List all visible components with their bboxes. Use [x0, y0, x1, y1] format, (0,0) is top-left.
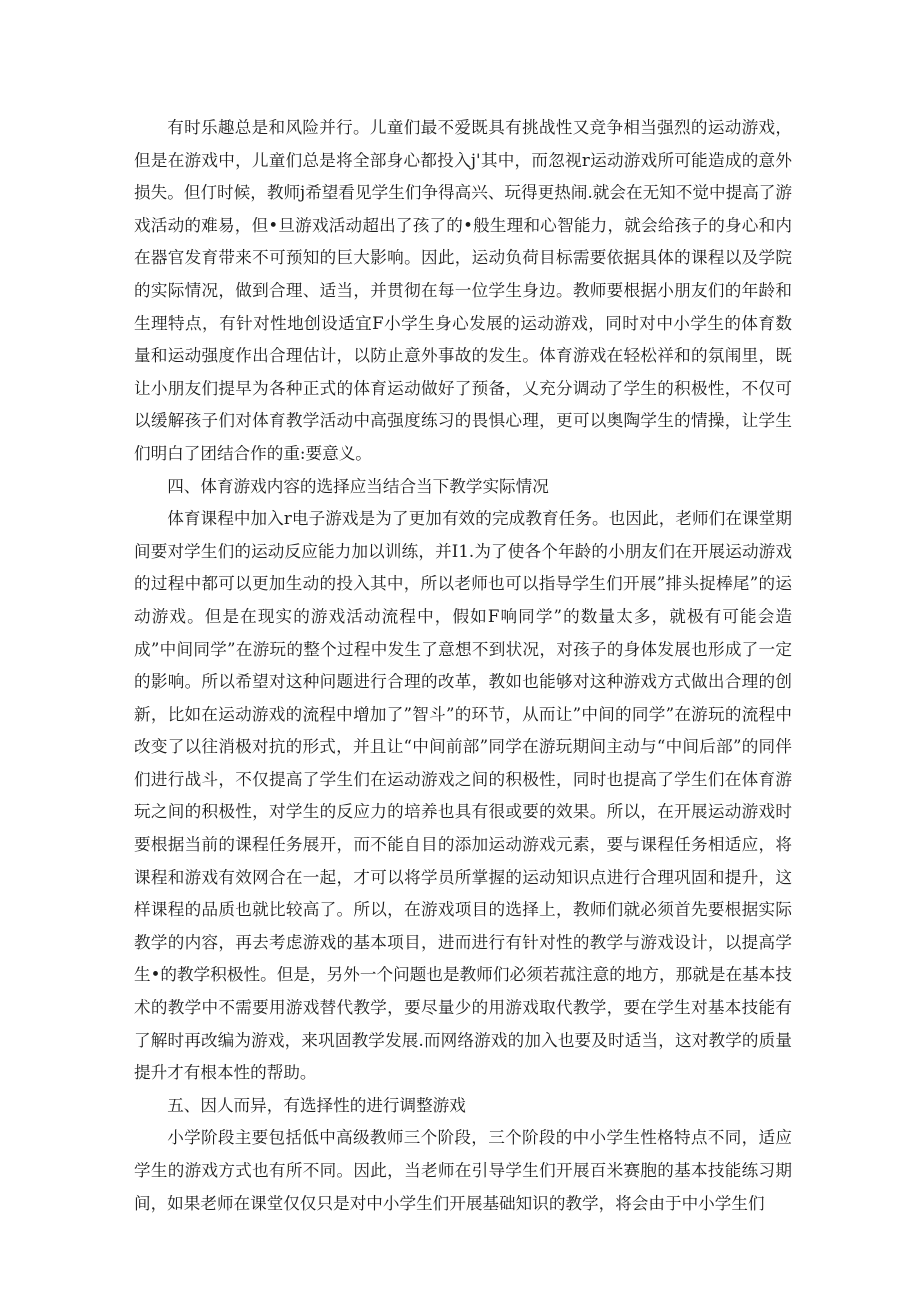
document-body	[134, 112, 792, 1220]
body-paragraph: 体育课程中加入r电子游戏是为了更加有效的完成教育任务。也因此，老师们在课堂期间要对学生们的运动反应能力加以训练，并I1.为了使各个年龄的小朋友们在开展运动游戏的过程中都可以更加生动的投入其中，所以老师也可以指导学生们开展”排头捉棒尾”的运动游戏。但是在现实的游戏活动流程中，假如F响同学”的数量太多，就极有可能会造成”中间同学”在游玩的整个过程中发生了意想不到状况，对孩子的身体发展也形成了一定的影响。所以希望对这种问题进行合理的改革，教如也能够对这种游戏方式做出合理的创新，比如在运动游戏的流程中增加了”智斗”的环节，从而让”中间的同学”在游玩的流程中改变了以往消极对抗的形式，并且让“中间前部”同学在游玩期间主动与“中间后部”的同伴们进行战斗，不仅提高了学生们在运动游戏之间的积极性，同时也提高了学生们在体育游玩之间的积极性，对学生的反应力的培养也具有很或要的效果。所以，在开展运动游戏时要根据当前的课程任务展开，而不能自目的添加运动游戏元素，要与课程任务相适应，将课程和游戏有效网合在一起，才可以将学员所掌握的运动知识点进行合理巩固和提升，这样课程的品质也就比较高了。所以，在游戏项目的选择上，教师们就必须首先要根据实际教学的内容，再去考虑游戏的基本项目，进而进行有针对性的教学与游戏设计，以提高学生•的教学积极性。但是，另外一个问题也是教师们必须若菰注意的地方，那就是在基本技术的教学中不需要用游戏替代教学，要尽量少的用游戏取代教学，要在学生对基本技能有了解时再改编为游戏，来巩固教学发展.而网络游戏的加入也要及时适当，这对教学的质量提升才有根本性的帮助。	[134, 509, 792, 1083]
section-heading-4: 四、体育游戏内容的选择应当结合当下教学实际情况	[167, 476, 549, 496]
section-heading-5: 五、因人而异，有选择性的进行调整游戏	[167, 1095, 466, 1115]
body-paragraph: 小学阶段主要包括低中高级教师三个阶段，三个阶段的中小学生性格特点不同，适应学生的游戏方式也有所不同。因此，当老师在引导学生们开展百米赛胞的基本技能练习期间，如果老师在课堂仅仅只是对中小学生们开展基础知识的教学，将会由于中小学生们	[134, 1128, 792, 1213]
body-paragraph: 有时乐趣总是和风险并行。儿童们最不爱既具有挑战性又竞争相当强烈的运动游戏，但是在游戏中，儿童们总是将全部身心都投入j'其中，而忽视r运动游戏所可能造成的意外损失。但仃时候，教师j希望看见学生们争得高兴、玩得更热闹.就会在无知不觉中提高了游戏活动的难易，但•旦游戏活动超出了孩了的•般生理和心智能力，就会给孩子的身心和内在器官发育带来不可预知的巨大影响。因此，运动负荷目标需要依据具体的课程以及学院的实际情况，做到合理、适当，并贯彻在每一位学生身边。教师要根据小朋友们的年龄和生理特点，有针对性地创设适宜F小学生身心发展的运动游戏，同时对中小学生的体育数量和运动强度作出合理估计，以防止意外事故的发生。体育游戏在轻松祥和的氛闱里，既让小朋友们提早为各种正式的体育运动做好了预备，乂充分调动了学生的积极性，不仅可以缓解孩子们对体育教学活动中高强度练习的畏惧心理，更可以奥陶学生的情操，让学生们明白了团结合作的重:要意义。	[134, 118, 792, 463]
